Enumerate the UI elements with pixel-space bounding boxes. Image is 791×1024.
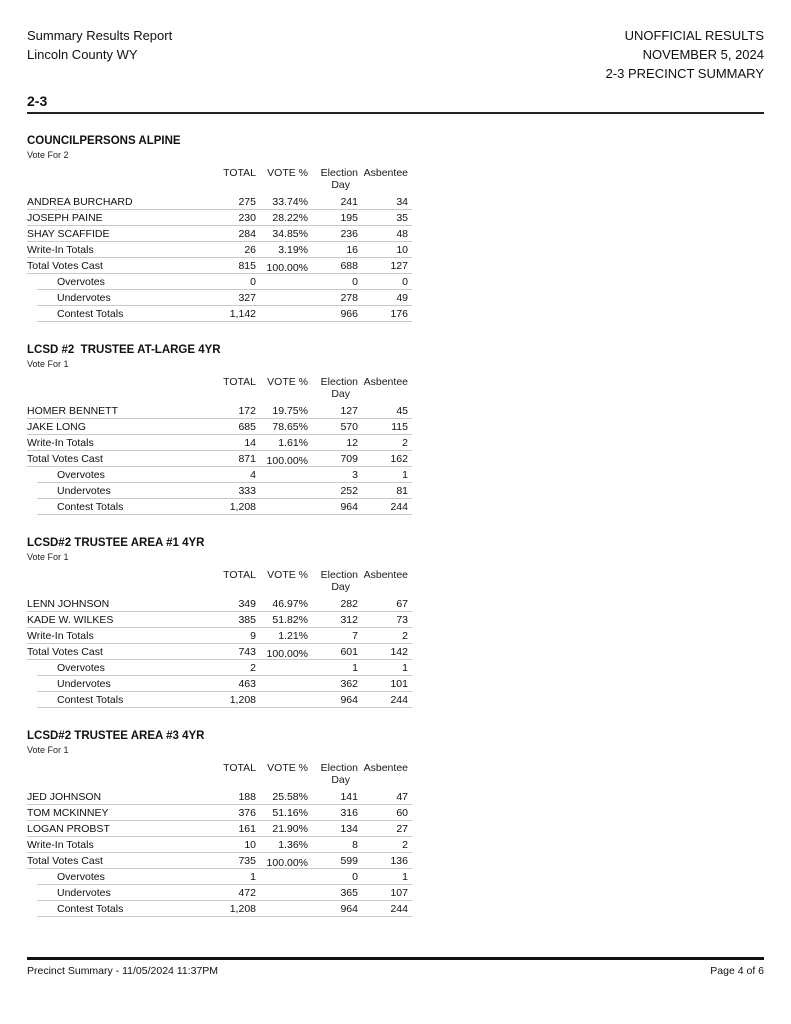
cell-absentee: 34 (396, 196, 408, 208)
table-row (27, 403, 412, 419)
table-row (37, 483, 412, 499)
cell-absentee: 1 (402, 871, 408, 883)
cell-absentee: 60 (396, 807, 408, 819)
table-row (27, 805, 412, 821)
column-header-total: TOTAL (223, 376, 256, 388)
cell-total: 1,142 (229, 308, 256, 320)
cell-total: 14 (244, 437, 256, 449)
cell-vote-pct (256, 903, 308, 915)
vote-for-label: Vote For 1 (27, 552, 69, 562)
column-header-total: TOTAL (223, 762, 256, 774)
table-row (37, 692, 412, 708)
report-county: Lincoln County WY (27, 47, 138, 62)
table-row (37, 274, 412, 290)
cell-absentee: 115 (391, 421, 408, 433)
cell-vote-pct: 1.61% (278, 437, 308, 449)
page-footer (27, 965, 764, 977)
column-header-vote-pct: VOTE % (267, 167, 308, 179)
cell-vote-pct: 1.21% (278, 630, 308, 642)
cell-total: 385 (238, 614, 256, 626)
row-label: JED JOHNSON (27, 791, 102, 803)
cell-total: 815 (238, 260, 256, 272)
cell-vote-pct: 3.19% (278, 244, 308, 256)
cell-election-day: 312 (340, 614, 358, 626)
cell-total: 349 (238, 598, 256, 610)
cell-total: 0 (250, 276, 256, 288)
table-body (27, 403, 412, 515)
cell-vote-pct (256, 501, 308, 513)
results-date: NOVEMBER 5, 2024 (642, 47, 764, 62)
row-label: Write-In Totals (27, 244, 94, 256)
cell-vote-pct: 33.74% (272, 196, 308, 208)
column-header-vote-pct: VOTE % (267, 762, 308, 774)
cell-total: 230 (238, 212, 256, 224)
cell-absentee: 49 (396, 292, 408, 304)
cell-vote-pct (256, 694, 308, 706)
cell-election-day: 12 (346, 437, 358, 449)
row-label: LOGAN PROBST (27, 823, 110, 835)
table-body (27, 789, 412, 917)
cell-absentee: 48 (396, 228, 408, 240)
cell-absentee: 10 (396, 244, 408, 256)
cell-vote-pct: 51.16% (272, 807, 308, 819)
row-label: Undervotes (57, 887, 111, 899)
row-label: ANDREA BURCHARD (27, 196, 133, 208)
cell-vote-pct: 21.90% (272, 823, 308, 835)
cell-total: 472 (238, 887, 256, 899)
cell-election-day: 570 (340, 421, 358, 433)
column-header-absentee: Asbentee (363, 167, 408, 179)
cell-absentee: 1 (402, 469, 408, 481)
contest-title: LCSD #2 TRUSTEE AT-LARGE 4YR (27, 344, 221, 356)
cell-absentee: 47 (396, 791, 408, 803)
table-row (37, 869, 412, 885)
row-label: Write-In Totals (27, 839, 94, 851)
table-header-row (27, 167, 412, 194)
cell-total: 735 (238, 855, 256, 867)
row-label: Total Votes Cast (27, 260, 103, 272)
column-header-vote-pct: VOTE % (267, 376, 308, 388)
contest-title: COUNCILPERSONS ALPINE (27, 135, 181, 147)
header-right (606, 26, 764, 83)
table-row (27, 435, 412, 451)
table-body (27, 596, 412, 708)
row-label: Overvotes (57, 662, 105, 674)
cell-absentee: 73 (396, 614, 408, 626)
table-row (27, 451, 412, 467)
cell-election-day: 964 (340, 694, 358, 706)
cell-vote-pct (256, 678, 308, 690)
contest-title: LCSD#2 TRUSTEE AREA #3 4YR (27, 730, 205, 742)
cell-absentee: 1 (402, 662, 408, 674)
table-row (27, 419, 412, 435)
cell-absentee: 107 (390, 887, 408, 899)
row-label: Total Votes Cast (27, 855, 103, 867)
column-header-total: TOTAL (223, 569, 256, 581)
table-row (27, 226, 412, 242)
table-row (27, 210, 412, 226)
results-status: UNOFFICIAL RESULTS (624, 28, 764, 43)
cell-total: 9 (250, 630, 256, 642)
table-row (37, 660, 412, 676)
cell-vote-pct (256, 276, 308, 288)
vote-for-label: Vote For 1 (27, 745, 69, 755)
cell-vote-pct: 100.00% (266, 648, 308, 660)
row-label: Contest Totals (57, 903, 124, 915)
column-header-vote-pct: VOTE % (267, 569, 308, 581)
cell-election-day: 601 (340, 646, 358, 658)
cell-vote-pct: 34.85% (272, 228, 308, 240)
cell-election-day: 241 (340, 196, 358, 208)
row-label: Contest Totals (57, 694, 124, 706)
report-title: Summary Results Report (27, 28, 173, 43)
column-header-election-day (308, 762, 358, 786)
table-row (37, 306, 412, 322)
cell-election-day: 16 (346, 244, 358, 256)
cell-total: 1,208 (229, 501, 256, 513)
cell-vote-pct: 28.22% (272, 212, 308, 224)
table-row (27, 628, 412, 644)
cell-absentee: 67 (396, 598, 408, 610)
cell-total: 2 (250, 662, 256, 674)
cell-election-day: 8 (352, 839, 358, 851)
row-label: Write-In Totals (27, 437, 94, 449)
cell-absentee: 101 (390, 678, 408, 690)
cell-absentee: 136 (390, 855, 408, 867)
row-label: KADE W. WILKES (27, 614, 114, 626)
row-label: Contest Totals (57, 308, 124, 320)
contest-section (27, 730, 412, 917)
cell-absentee: 81 (396, 485, 408, 497)
column-header-election-day-line1: Election (320, 376, 358, 388)
cell-total: 1,208 (229, 694, 256, 706)
cell-total: 284 (238, 228, 256, 240)
contest-list (27, 135, 412, 939)
table-row (27, 789, 412, 805)
cell-election-day: 134 (340, 823, 358, 835)
contest-section (27, 135, 412, 322)
cell-total: 26 (244, 244, 256, 256)
row-label: TOM MCKINNEY (27, 807, 109, 819)
cell-total: 333 (238, 485, 256, 497)
cell-election-day: 316 (340, 807, 358, 819)
cell-total: 172 (238, 405, 256, 417)
cell-absentee: 0 (402, 276, 408, 288)
cell-election-day: 599 (340, 855, 358, 867)
precinct-title: 2-3 (27, 93, 764, 114)
cell-total: 4 (250, 469, 256, 481)
table-row (27, 853, 412, 869)
table-row (37, 885, 412, 901)
cell-election-day: 964 (340, 501, 358, 513)
row-label: Total Votes Cast (27, 646, 103, 658)
cell-absentee: 244 (390, 903, 408, 915)
cell-election-day: 1 (352, 662, 358, 674)
contest-title: LCSD#2 TRUSTEE AREA #1 4YR (27, 537, 205, 549)
cell-election-day: 236 (340, 228, 358, 240)
footer-rule (27, 957, 764, 960)
row-label: JOSEPH PAINE (27, 212, 103, 224)
vote-for-label: Vote For 2 (27, 150, 69, 160)
cell-absentee: 45 (396, 405, 408, 417)
cell-total: 1 (250, 871, 256, 883)
cell-election-day: 278 (340, 292, 358, 304)
table-row (27, 258, 412, 274)
table-header-row (27, 569, 412, 596)
column-header-total: TOTAL (223, 167, 256, 179)
column-header-election-day (308, 167, 358, 191)
vote-for-label: Vote For 1 (27, 359, 69, 369)
row-label: Undervotes (57, 485, 111, 497)
table-body (27, 194, 412, 322)
cell-total: 327 (238, 292, 256, 304)
cell-absentee: 35 (396, 212, 408, 224)
row-label: Undervotes (57, 678, 111, 690)
column-header-absentee: Asbentee (363, 762, 408, 774)
cell-vote-pct: 46.97% (272, 598, 308, 610)
cell-vote-pct (256, 469, 308, 481)
cell-vote-pct: 19.75% (272, 405, 308, 417)
cell-total: 871 (238, 453, 256, 465)
cell-election-day: 141 (340, 791, 358, 803)
column-header-election-day (308, 569, 358, 593)
row-label: Overvotes (57, 469, 105, 481)
row-label: Undervotes (57, 292, 111, 304)
cell-absentee: 176 (390, 308, 408, 320)
cell-vote-pct: 100.00% (266, 262, 308, 274)
table-row (27, 821, 412, 837)
column-header-election-day-line2: Day (331, 179, 350, 191)
table-row (37, 676, 412, 692)
cell-election-day: 252 (340, 485, 358, 497)
column-header-election-day-line1: Election (320, 569, 358, 581)
row-label: JAKE LONG (27, 421, 86, 433)
cell-election-day: 365 (340, 887, 358, 899)
cell-absentee: 162 (390, 453, 408, 465)
cell-vote-pct: 100.00% (266, 455, 308, 467)
cell-election-day: 362 (340, 678, 358, 690)
cell-election-day: 282 (340, 598, 358, 610)
row-label: Write-In Totals (27, 630, 94, 642)
contest-section (27, 344, 412, 515)
table-row (27, 242, 412, 258)
cell-election-day: 964 (340, 903, 358, 915)
cell-absentee: 2 (402, 437, 408, 449)
column-header-election-day-line2: Day (331, 388, 350, 400)
cell-vote-pct: 1.36% (278, 839, 308, 851)
column-header-election-day-line2: Day (331, 581, 350, 593)
cell-election-day: 0 (352, 871, 358, 883)
table-row (27, 644, 412, 660)
table-header-row (27, 762, 412, 789)
page-header (27, 26, 764, 83)
table-row (27, 596, 412, 612)
contest-section (27, 537, 412, 708)
column-header-election-day (308, 376, 358, 400)
table-row (27, 194, 412, 210)
cell-vote-pct: 100.00% (266, 857, 308, 869)
header-left (27, 26, 172, 83)
table-row (27, 612, 412, 628)
cell-total: 161 (238, 823, 256, 835)
cell-total: 743 (238, 646, 256, 658)
column-header-absentee: Asbentee (363, 376, 408, 388)
table-row (27, 837, 412, 853)
cell-absentee: 142 (390, 646, 408, 658)
cell-absentee: 244 (390, 694, 408, 706)
cell-total: 10 (244, 839, 256, 851)
cell-total: 275 (238, 196, 256, 208)
column-header-election-day-line2: Day (331, 774, 350, 786)
footer-report-info: Precinct Summary - 11/05/2024 11:37PM (27, 965, 219, 977)
row-label: HOMER BENNETT (27, 405, 119, 417)
cell-absentee: 2 (402, 839, 408, 851)
cell-election-day: 709 (340, 453, 358, 465)
column-header-election-day-line1: Election (320, 762, 358, 774)
cell-vote-pct (256, 308, 308, 320)
row-label: Total Votes Cast (27, 453, 103, 465)
row-label: LENN JOHNSON (27, 598, 110, 610)
cell-total: 1,208 (229, 903, 256, 915)
table-row (37, 499, 412, 515)
cell-absentee: 244 (390, 501, 408, 513)
cell-total: 685 (238, 421, 256, 433)
row-label: Contest Totals (57, 501, 124, 513)
cell-election-day: 966 (340, 308, 358, 320)
row-label: SHAY SCAFFIDE (27, 228, 110, 240)
cell-vote-pct (256, 292, 308, 304)
cell-vote-pct: 25.58% (272, 791, 308, 803)
cell-total: 463 (238, 678, 256, 690)
row-label: Overvotes (57, 276, 105, 288)
cell-election-day: 688 (340, 260, 358, 272)
cell-vote-pct: 51.82% (272, 614, 308, 626)
cell-vote-pct (256, 871, 308, 883)
table-row (37, 290, 412, 306)
cell-election-day: 0 (352, 276, 358, 288)
row-label: Overvotes (57, 871, 105, 883)
cell-vote-pct (256, 485, 308, 497)
table-row (37, 467, 412, 483)
cell-vote-pct (256, 887, 308, 899)
cell-total: 188 (238, 791, 256, 803)
cell-vote-pct (256, 662, 308, 674)
column-header-election-day-line1: Election (320, 167, 358, 179)
cell-absentee: 27 (396, 823, 408, 835)
cell-total: 376 (238, 807, 256, 819)
cell-election-day: 3 (352, 469, 358, 481)
cell-vote-pct: 78.65% (272, 421, 308, 433)
precinct-summary-label: 2-3 PRECINCT SUMMARY (605, 66, 764, 81)
cell-absentee: 127 (390, 260, 408, 272)
cell-absentee: 2 (402, 630, 408, 642)
cell-election-day: 127 (340, 405, 358, 417)
table-header-row (27, 376, 412, 403)
footer-page-number: Page 4 of 6 (710, 965, 764, 977)
cell-election-day: 7 (352, 630, 358, 642)
cell-election-day: 195 (340, 212, 358, 224)
column-header-absentee: Asbentee (363, 569, 408, 581)
table-row (37, 901, 412, 917)
